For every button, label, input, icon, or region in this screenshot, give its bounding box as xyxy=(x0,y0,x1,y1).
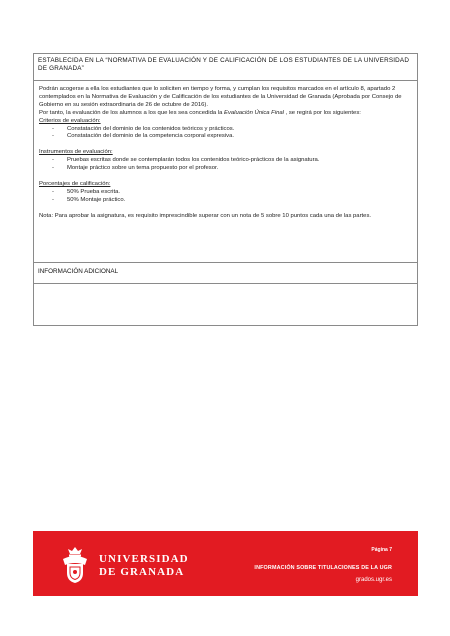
list-item: - Constatación del dominio de los contenidos teóricos y prácticos. xyxy=(52,126,413,134)
section-content xyxy=(34,81,417,263)
evaluation-table xyxy=(33,53,418,326)
titulaciones-label: INFORMACIÓN SOBRE TITULACIONES DE LA UGR xyxy=(254,565,392,571)
list-item: - 50% Prueba escrita. xyxy=(52,189,413,197)
note-paragraph: Nota: Para aprobar la asignatura, es requisito imprescindible superar con un nota de 5 sobre 10 puntos cada una de las partes. xyxy=(39,212,372,219)
list-item: - Constatación del dominio de la competencia corporal expresiva. xyxy=(52,133,413,141)
university-name-line2: DE GRANADA xyxy=(99,566,185,578)
page-footer xyxy=(33,531,418,596)
evaluation-type-emphasis: Evaluación Única Final xyxy=(224,109,284,116)
instruments-list xyxy=(39,157,413,173)
para-before: Por tanto, la evaluación de los alumnos a los que les sea concedida la xyxy=(39,109,225,116)
instruments-heading: Instrumentos de evaluación: xyxy=(39,149,113,156)
site-url[interactable]: grados.ugr.es xyxy=(355,577,392,583)
list-item: - Pruebas escritas donde se contemplarán todos los contenidos teórico-prácticos de la asignatura. xyxy=(52,157,413,165)
additional-info-title: INFORMACIÓN ADICIONAL xyxy=(34,263,417,284)
list-item: - Montaje práctico sobre un tema propuesto por el profesor. xyxy=(52,165,413,173)
criteria-heading: Criterios de evaluación: xyxy=(39,117,101,124)
page-number: Página 7 xyxy=(371,547,392,553)
percentages-list xyxy=(39,189,413,205)
para-after: , se regirá por los siguientes: xyxy=(283,109,361,116)
university-name xyxy=(99,553,189,579)
criteria-list xyxy=(39,126,413,142)
additional-info-content xyxy=(34,284,417,325)
intro-paragraph: Podrán acogerse a ella los estudiantes que lo soliciten en tiempo y forma, y cumplan los requisitos marcados en el artículo 8, apartado 2 contemplados en la Normativa de Evaluación y de Calificación de los estudiantes de la Universidad de Granada (Aprobada por Consejo de Gobierno en su sesión extraordinaria de 26 de octubre de 2016). xyxy=(39,86,402,108)
criteria-paragraph xyxy=(39,110,413,118)
percentages-heading: Porcentajes de calificación: xyxy=(39,181,111,188)
section-title: ESTABLECIDA EN LA “NORMATIVA DE EVALUACIÓN Y DE CALIFICACIÓN DE LOS ESTUDIANTES DE LA UNIVERSIDAD DE GRANADA” xyxy=(34,54,417,81)
university-name-line1: UNIVERSIDAD xyxy=(99,553,189,565)
university-crest-icon xyxy=(60,544,90,584)
list-item: - 50% Montaje práctico. xyxy=(52,197,413,205)
